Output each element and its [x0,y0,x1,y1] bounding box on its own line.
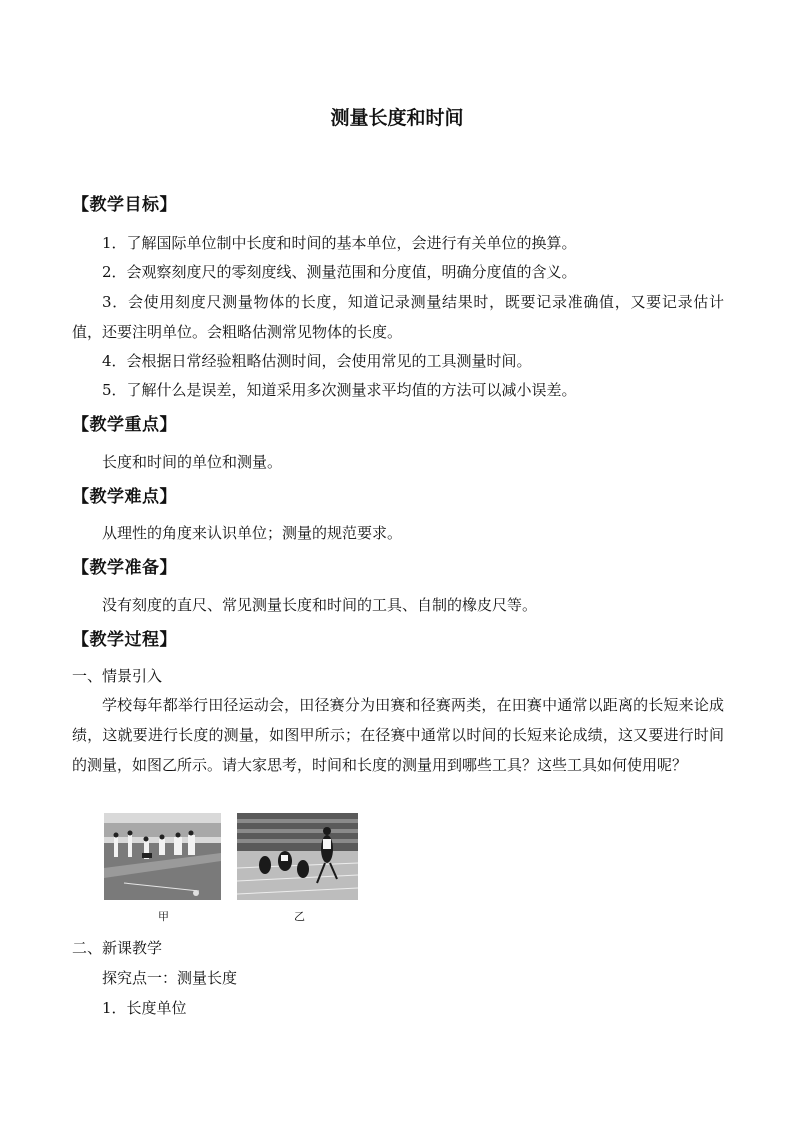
goal-item-1: 1．了解国际单位制中长度和时间的基本单位，会进行有关单位的换算。 [102,234,577,252]
photo-track-event [237,813,358,900]
photo-field-event [104,813,221,900]
goal-item-2: 2．会观察刻度尺的零刻度线、测量范围和分度值，明确分度值的含义。 [102,263,577,281]
heading-goals: 【教学目标】 [72,195,177,215]
photo-track-event-image [237,813,358,900]
part1-paragraph: 学校每年都举行田径运动会，田径赛分为田赛和径赛两类，在田赛中通常以距离的长短来论成绩，这就要进行长度的测量，如图甲所示；在径赛中通常以时间的长短来论成绩，这又要进行时间的测量，如图乙所示。请大家思考，时间和长度的测量用到哪些工具？这些工具如何使用呢？ [72,696,724,774]
heading-preparation: 【教学准备】 [72,558,177,578]
goal-item-4: 4．会根据日常经验粗略估测时间，会使用常见的工具测量时间。 [102,352,532,370]
heading-process: 【教学过程】 [72,630,177,650]
goal-item-5: 5．了解什么是误差，知道采用多次测量求平均值的方法可以减小误差。 [102,381,577,399]
part1-title: 一、情景引入 [72,667,163,685]
part2-title: 二、新课教学 [72,939,163,957]
page-title: 测量长度和时间 [330,107,464,129]
preparation-text: 没有刻度的直尺、常见测量长度和时间的工具、自制的橡皮尺等。 [102,596,538,614]
heading-key-points: 【教学重点】 [72,415,177,435]
caption-jia: 甲 [158,910,169,923]
heading-difficulties: 【教学难点】 [72,487,177,507]
key-points-text: 长度和时间的单位和测量。 [102,453,283,471]
explore-point-1: 探究点一：测量长度 [102,969,238,987]
caption-yi: 乙 [294,910,305,923]
difficulties-text: 从理性的角度来认识单位；测量的规范要求。 [102,524,403,542]
goal-item-3: 3．会使用刻度尺测量物体的长度，知道记录测量结果时，既要记录准确值，又要记录估计值，还要注明单位。会粗略估测常见物体的长度。 [72,293,724,341]
photo-field-event-image [104,813,221,900]
subsection-length-unit: 1．长度单位 [102,999,187,1017]
